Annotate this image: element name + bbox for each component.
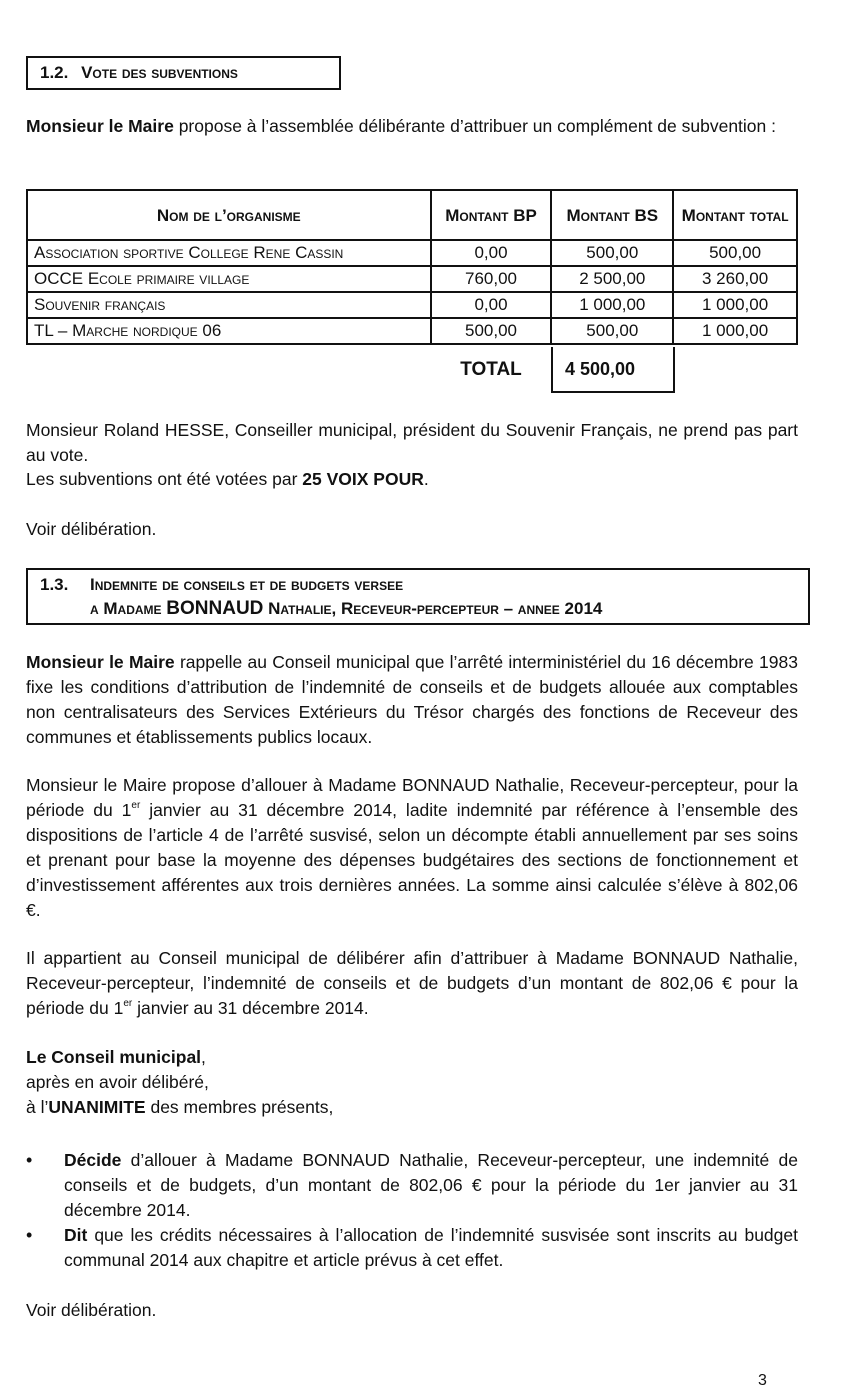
paragraph-2 [26,773,798,923]
cell-total: 1 000,00 [673,318,797,344]
cell-total: 3 260,00 [673,266,797,292]
vote-prefix: Les subventions ont été votées par [26,469,303,489]
cell-organisme: Souvenir français [27,292,431,318]
total-label: TOTAL [460,359,522,380]
intro-paragraph [26,114,798,139]
col-header-bs: Montant BS [551,190,673,240]
vote-paragraph [26,467,798,492]
bullet1-text: d’allouer à Madame BONNAUD Nathalie, Receveur-percepteur, une indemnité de conseils et de budgets, d’un montant de 802,06 € pour la période du 1er janvier au 31 décembre 2014. [64,1150,798,1220]
council-bold: Le Conseil municipal [26,1047,202,1067]
see-deliberation: Voir délibération. [26,519,157,539]
list-item [26,1223,798,1273]
cell-organisme: TL – Marche nordique 06 [27,318,431,344]
cell-bp: 760,00 [431,266,552,292]
after-line: après en avoir délibéré, [26,1072,209,1092]
p2-text-a: Monsieur le Maire propose d’allouer à Madame BONNAUD Nathalie, Receveur-percepteur, pour la période du 1 [26,775,798,820]
cell-total: 1 000,00 [673,292,797,318]
cell-bp: 500,00 [431,318,552,344]
cell-bs: 2 500,00 [551,266,673,292]
paragraph-1 [26,650,798,750]
list-item [26,1148,798,1223]
table-row [27,292,797,318]
unan-bold: UNANIMITE [48,1097,146,1117]
p1-bold: Monsieur le Maire [26,652,175,672]
section-heading-1-3 [26,568,810,625]
council-comma: , [201,1047,206,1067]
p2-text-b: janvier au 31 décembre 2014, ladite indemnité par référence à l’ensemble des dispositions de l’article 4 de l’arrêté susvisé, selon un décompte établi annuellement par ses soins et prenant pour base la moyenne des dépenses budgétaires des sections de fonctionnement et d’investissement afférentes aux trois dernières années. La somme ainsi calculée s’élève à 802,06 €. [26,800,798,920]
title-part-b: BONNAUD [166,598,264,619]
note-paragraph: Monsieur Roland HESSE, Conseiller municipal, président du Souvenir Français, ne prend pas part au vote. [26,420,798,465]
p1-text: rappelle au Conseil municipal que l’arrêté interministériel du 16 décembre 1983 fixe les conditions d’attribution de l’indemnité de conseils et de budgets allouée aux comptables non centralisateurs des Services Extérieurs du Trésor chargés des fonctions de Receveur des communes et établissements publics locaux. [26,652,798,747]
section-number: 1.2. [40,63,69,82]
unan-b: des membres présents, [145,1097,334,1117]
section-title-line-1: Indemnite de conseils et de budgets versee [90,575,404,594]
section-number: 1.3. [40,575,69,594]
resolution-block [26,1045,798,1120]
table-row [27,318,797,344]
col-header-total: Montant total [673,190,797,240]
heading-line-2 [40,597,808,621]
heading-line-1 [40,573,808,597]
section-heading-1-2 [26,56,341,90]
p2-sup: er [131,800,141,811]
vote-count: 25 VOIX POUR [302,469,424,489]
p3-sup: er [123,998,133,1009]
subsidies-table [26,189,798,345]
p3-text-b: janvier au 31 décembre 2014. [132,998,369,1018]
table-row [27,266,797,292]
cell-total: 500,00 [673,240,797,266]
intro-text: propose à l’assemblée délibérante d’attribuer un complément de subvention : [173,116,776,136]
col-header-organisme: Nom de l’organisme [27,190,431,240]
vote-suffix: . [423,469,429,489]
intro-bold: Monsieur le Maire [26,116,174,136]
cell-bp: 0,00 [431,240,552,266]
table-row [27,240,797,266]
bullet1-bold: Décide [64,1150,122,1170]
paragraph-3 [26,946,798,1021]
cell-bp: 0,00 [431,292,552,318]
council-line [26,1045,798,1070]
page-number: 3 [758,1372,767,1389]
cell-bs: 1 000,00 [551,292,673,318]
col-header-bp: Montant BP [431,190,552,240]
see-deliberation-2: Voir délibération. [26,1300,157,1320]
cell-organisme: Association sportive College Rene Cassin [27,240,431,266]
title-part-a: a Madame [90,599,167,618]
title-part-c: Nathalie, Receveur-percepteur – annee 2014 [263,599,603,618]
bullet2-bold: Dit [64,1225,88,1245]
unan-a: à l’ [26,1097,49,1117]
unanimity-line [26,1095,798,1120]
cell-bs: 500,00 [551,318,673,344]
total-value: 4 500,00 [551,347,675,393]
p3-text-a: Il appartient au Conseil municipal de délibérer afin d’attribuer à Madame BONNAUD Nathalie, Receveur-percepteur, l’indemnité de conseils et de budgets d’un montant de 802,06 € pour la période du 1 [26,948,798,1018]
cell-organisme: OCCE Ecole primaire village [27,266,431,292]
bullet2-text: que les crédits nécessaires à l’allocation de l’indemnité susvisée sont inscrits au budget communal 2014 aux chapitre et article prévus à cet effet. [64,1225,798,1270]
cell-bs: 500,00 [551,240,673,266]
section-title: Vote des subventions [81,63,238,82]
decision-list [26,1148,798,1273]
